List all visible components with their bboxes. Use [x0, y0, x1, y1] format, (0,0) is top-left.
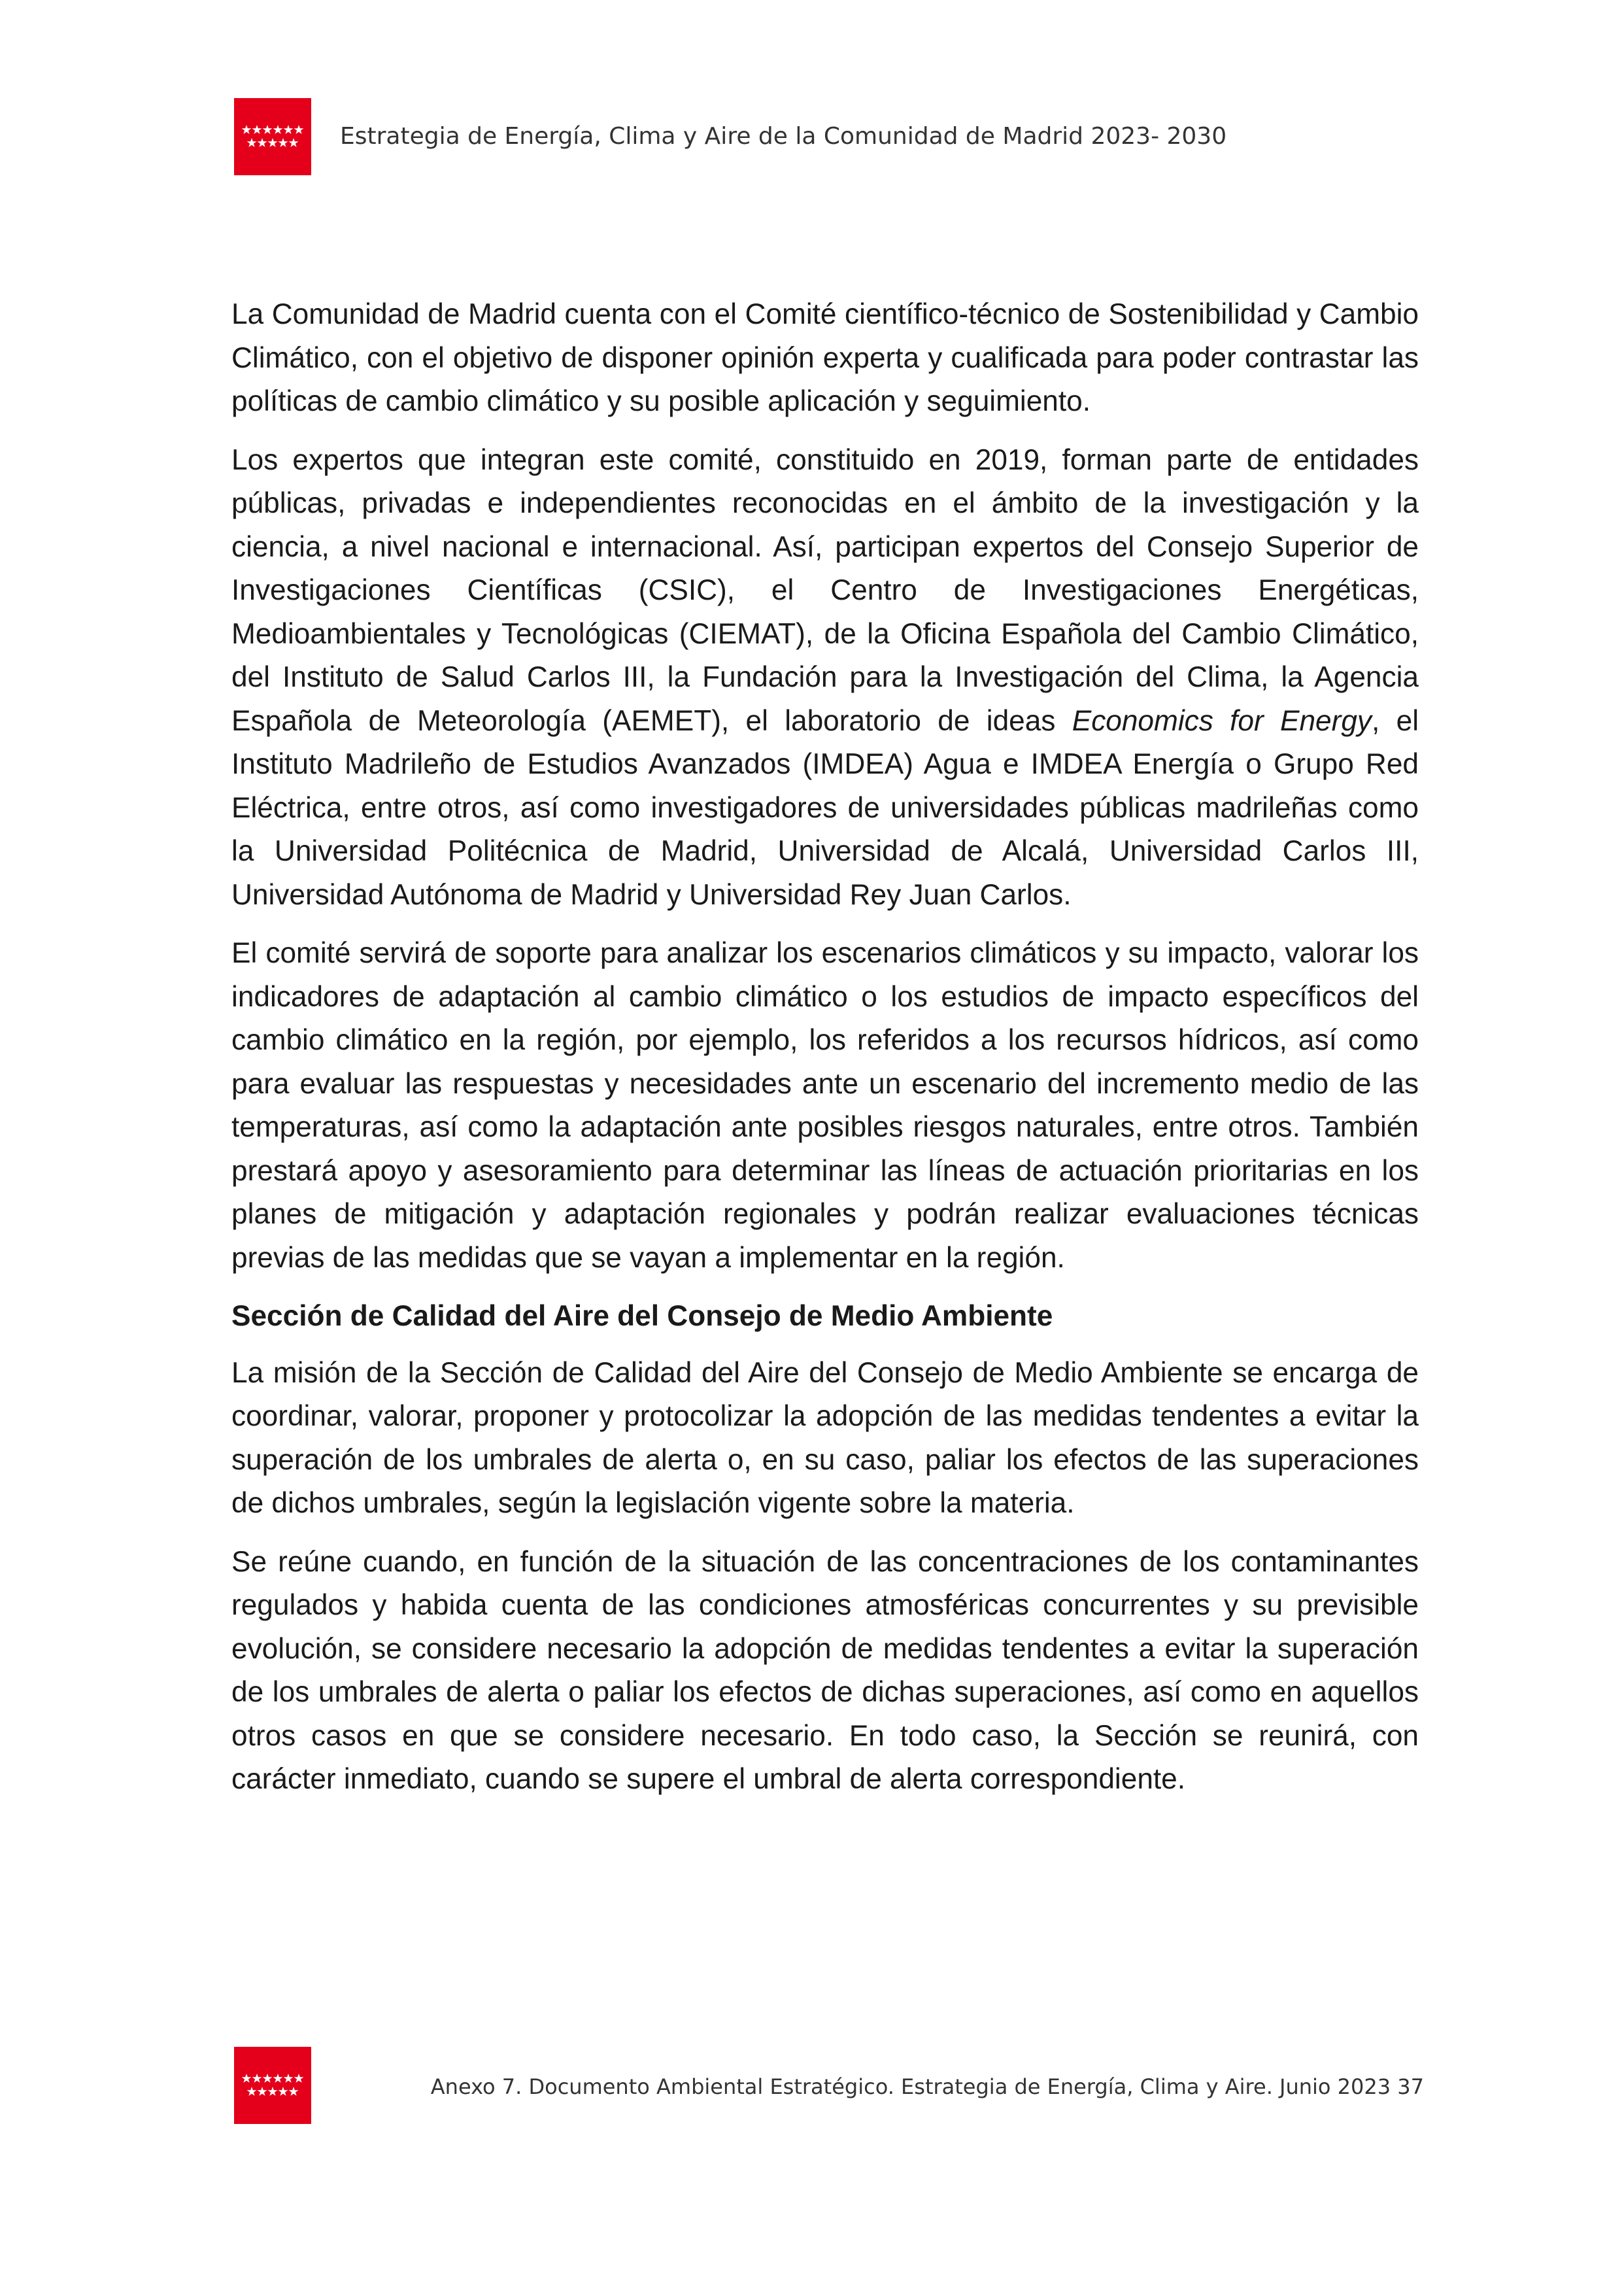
footer-stars-icon — [241, 2072, 304, 2098]
footer-logo-icon — [234, 2047, 311, 2124]
page-number: 37 — [1397, 2074, 1424, 2099]
stars-icon — [241, 124, 304, 150]
document-body — [231, 293, 1419, 1817]
paragraph-4: La misión de la Sección de Calidad del Aire del Consejo de Medio Ambiente se encarga de coordinar, valorar, proponer y protocolizar la adopción de las medidas tendentes a evitar la superación de los umbrales de alerta o, en su caso, paliar los efectos de las superaciones de dichos umbrales, según la legislación vigente sobre la materia. — [231, 1356, 1419, 1519]
header-title: Estrategia de Energía, Clima y Aire de la Comunidad de Madrid 2023- 2030 — [340, 123, 1227, 150]
comunidad-madrid-logo-icon — [234, 98, 311, 175]
paragraph-3: El comité servirá de soporte para analizar los escenarios climáticos y su impacto, valorar los indicadores de adaptación al cambio climático o los estudios de impacto específicos del cambio climático en la región, por ejemplo, los referidos a los recursos hídricos, así como para evaluar las respuestas y necesidades ante un escenario del incremento medio de las temperaturas, así como la adaptación ante posibles riesgos naturales, entre otros. También prestará apoyo y asesoramiento para determinar las líneas de actuación prioritarias en los planes de mitigación y adaptación regionales y podrán realizar evaluaciones técnicas previas de las medidas que se vayan a implementar en la región. — [231, 937, 1419, 1274]
paragraph-2 — [231, 439, 1419, 917]
footer-caption: Anexo 7. Documento Ambiental Estratégico. Estrategia de Energía, Clima y Aire. Junio 2023 — [430, 2074, 1391, 2099]
section-heading: Sección de Calidad del Aire del Consejo de Medio Ambiente — [231, 1300, 1053, 1332]
paragraph-2-part-2: , el Instituto Madrileño de Estudios Avanzados (IMDEA) Agua e IMDEA Energía o Grupo Red Eléctrica, entre otros, así como investigadores de universidades públicas madrileñas como la Universidad Politécnica de Madrid, Universidad de Alcalá, Universidad Carlos III, Universidad Autónoma de Madrid y Universidad Rey Juan Carlos. — [231, 704, 1419, 911]
paragraph-2-italic: Economics for Energy — [1072, 704, 1372, 737]
paragraph-5: Se reúne cuando, en función de la situación de las concentraciones de los contaminantes regulados y habida cuenta de las condiciones atmosféricas concurrentes y su previsible evolución, se considere necesario la adopción de medidas tendentes a evitar la superación de los umbrales de alerta o paliar los efectos de dichas superaciones, así como en aquellos otros casos en que se considere necesario. En todo caso, la Sección se reunirá, con carácter inmediato, cuando se supere el umbral de alerta correspondiente. — [231, 1545, 1419, 1795]
paragraph-1: La Comunidad de Madrid cuenta con el Comité científico-técnico de Sostenibilidad y Cambio Climático, con el objetivo de disponer opinión experta y cualificada para poder contrastar las políticas de cambio climático y su posible aplicación y seguimiento. — [231, 298, 1419, 417]
footer — [431, 2074, 1424, 2099]
paragraph-2-part-1: Los expertos que integran este comité, constituido en 2019, forman parte de entidades públicas, privadas e independientes reconocidas en el ámbito de la investigación y la ciencia, a nivel nacional e internacional. Así, participan expertos del Consejo Superior de Investigaciones Científicas (CSIC), el Centro de Investigaciones Energéticas, Medioambientales y Tecnológicas (CIEMAT), de la Oficina Española del Cambio Climático, del Instituto de Salud Carlos III, la Fundación para la Investigación del Clima, la Agencia Española de Meteorología (AEMET), el laboratorio de ideas — [231, 443, 1419, 737]
